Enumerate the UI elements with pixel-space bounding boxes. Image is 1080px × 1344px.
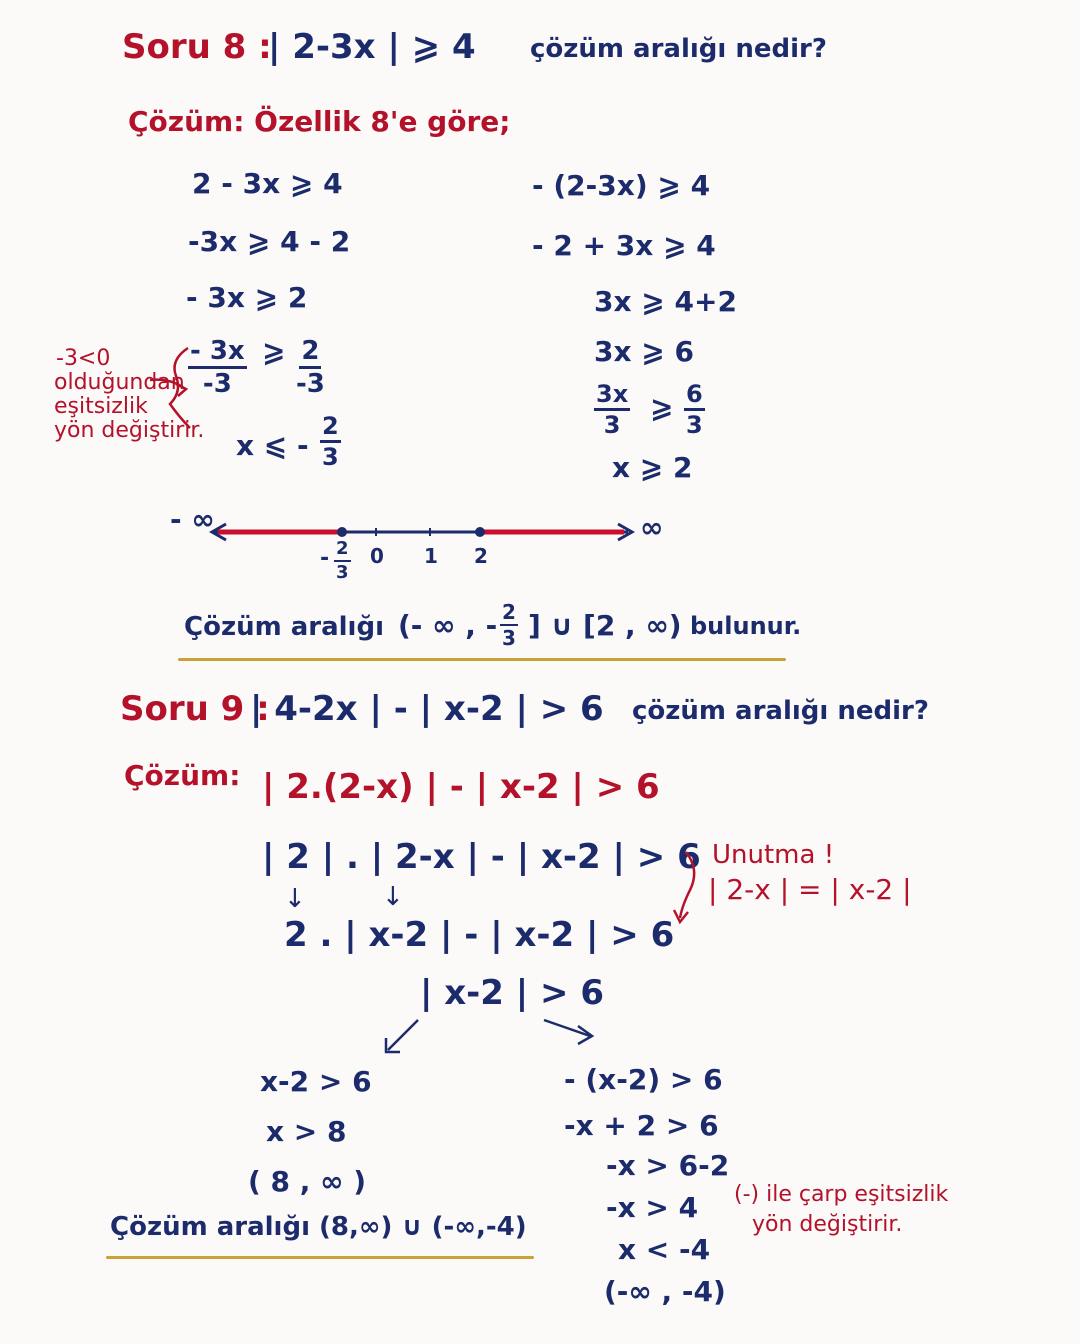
q8-answer-frac-den: 3 (502, 626, 516, 650)
q9-branch-left-arrow-icon (388, 1020, 418, 1050)
numberline-neg-infinity: - ∞ (170, 503, 215, 536)
q9-label: Soru 9 : (120, 689, 270, 729)
q9-note-line-2: yön değiştirir. (752, 1212, 903, 1237)
q8-answer-frac-num: 2 (502, 600, 516, 624)
q8-expression: | 2-3x | ⩾ 4 (268, 27, 476, 67)
q8-left-step-1: 2 - 3x ⩾ 4 (192, 167, 343, 200)
q9-right-step-2: -x + 2 > 6 (564, 1109, 719, 1142)
q8-note-line-3: eşitsizlik (54, 394, 148, 419)
q8-right-frac-1-den: 3 (603, 411, 621, 439)
numberline-tick-1: 1 (424, 544, 438, 568)
q9-right-step-1: - (x-2) > 6 (564, 1063, 723, 1096)
q8-left-frac-2-num: 2 (299, 338, 321, 369)
q8-left-frac-2-den: -3 (296, 369, 325, 399)
q9-note-line-1: (-) ile çarp eşitsizlik (734, 1182, 949, 1207)
q9-expression: | 4-2x | - | x-2 | > 6 (250, 689, 604, 729)
q9-right-step-5: x < -4 (618, 1233, 711, 1266)
down-arrow-icon: ↓ (382, 882, 404, 912)
numberline-point-minus-two-thirds (337, 527, 347, 537)
q8-left-step-2: -3x ⩾ 4 - 2 (188, 225, 351, 258)
q8-left-result-den: 3 (322, 443, 339, 471)
numberline-pos-infinity: ∞ (640, 511, 664, 544)
down-arrow-icon: ↓ (284, 884, 306, 914)
q9-step-3: 2 . | x-2 | - | x-2 | > 6 (284, 915, 675, 955)
q8-right-frac-2-num: 6 (684, 382, 705, 411)
q9-branch-right-arrow-icon (544, 1020, 590, 1036)
numberline-tick-frac-den: 3 (336, 562, 349, 583)
numberline-point-two (475, 527, 485, 537)
q8-right-result: x ⩾ 2 (612, 451, 693, 484)
q9-step-4: | x-2 | > 6 (420, 973, 605, 1013)
q8-right-frac-1-num: 3x (594, 382, 630, 411)
q9-right-step-3: -x > 6-2 (606, 1149, 730, 1182)
q9-left-step-1: x-2 > 6 (260, 1065, 372, 1098)
q8-left-frac-1-num: - 3x (188, 338, 247, 369)
q9-right-step-4: -x > 4 (606, 1191, 699, 1224)
q8-note-line-2: olduğundan (54, 370, 185, 395)
q9-question: çözüm aralığı nedir? (632, 696, 929, 726)
q8-right-step-1: - (2-3x) ⩾ 4 (532, 169, 711, 202)
q8-left-frac-rel: ⩾ (262, 335, 286, 368)
q9-step-1: | 2.(2-x) | - | x-2 | > 6 (262, 767, 660, 807)
q9-remember-bracket (680, 852, 694, 918)
q9-left-answer: Çözüm aralığı (8,∞) ∪ (-∞,-4) (110, 1212, 527, 1242)
q9-remember-expression: | 2-x | = | x-2 | (708, 873, 912, 906)
q8-note-line-4: yön değiştirir. (54, 418, 205, 443)
q8-note-bracket (170, 348, 190, 428)
q8-left-result: x ⩽ - (236, 429, 309, 462)
q8-answer-part-a: (- ∞ , - (398, 609, 498, 642)
q8-question: çözüm aralığı nedir? (530, 34, 827, 64)
q8-label: Soru 8 : (122, 27, 272, 67)
q8-left-frac-1-den: -3 (202, 369, 232, 399)
q8-right-step-4: 3x ⩾ 6 (594, 335, 694, 368)
numberline-tick-frac-num: 2 (334, 540, 351, 562)
q9-solution-label: Çözüm: (124, 759, 241, 792)
q8-answer-suffix: bulunur. (690, 612, 802, 640)
q8-right-frac-2-den: 3 (686, 411, 703, 439)
q8-right-step-2: - 2 + 3x ⩾ 4 (532, 229, 716, 262)
q8-answer-part-b: ] ∪ [2 , ∞) (528, 609, 682, 642)
q9-remember-title: Unutma ! (712, 840, 835, 870)
q8-right-step-3: 3x ⩾ 4+2 (594, 285, 737, 318)
numberline-tick-2: 2 (474, 544, 488, 568)
q8-solution-label: Çözüm: Özellik 8'e göre; (128, 105, 511, 138)
numberline-tick-minus: - (320, 546, 330, 571)
q8-left-result-num: 2 (320, 414, 341, 443)
q9-left-step-2: x > 8 (266, 1115, 347, 1148)
numberline-tick-0: 0 (370, 544, 384, 568)
q8-answer-label: Çözüm aralığı (184, 612, 384, 642)
q8-note-line-1: -3<0 (56, 346, 111, 371)
q8-right-frac-rel: ⩾ (650, 391, 674, 424)
q9-step-2: | 2 | . | 2-x | - | x-2 | > 6 (262, 837, 701, 877)
q9-left-step-3: ( 8 , ∞ ) (248, 1165, 367, 1198)
q9-right-step-6: (-∞ , -4) (604, 1275, 726, 1308)
q8-left-step-3: - 3x ⩾ 2 (186, 281, 308, 314)
